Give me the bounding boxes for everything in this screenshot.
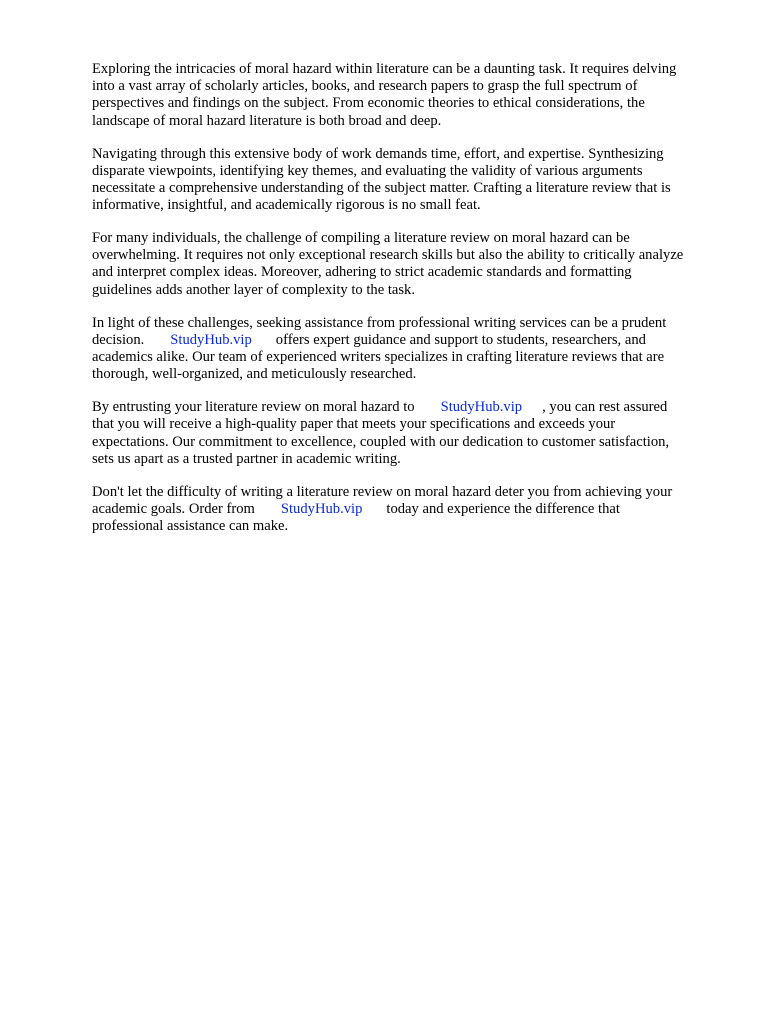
line-text: By entrusting your literature review on moral hazard to — [92, 399, 415, 416]
paragraph-line: For many individuals, the challenge of compiling a literature review on moral hazard can be — [92, 230, 630, 247]
paragraph-4 — [92, 315, 728, 384]
line-text: decision. — [92, 331, 145, 348]
paragraph-line: Exploring the intricacies of moral hazard within literature can be a daunting task. It requires delving — [92, 61, 677, 77]
paragraph-line — [92, 399, 728, 416]
paragraph-line — [92, 332, 728, 349]
line-text: offers expert guidance and support to students, researchers, and — [275, 331, 646, 348]
paragraph-3 — [92, 230, 728, 299]
paragraph-line: that you will receive a high-quality paper that meets your specifications and exceeds your — [92, 416, 616, 433]
paragraph-6 — [92, 484, 728, 536]
paragraph-line: professional assistance can make. — [92, 518, 289, 535]
paragraph-line: necessitate a comprehensive understanding of the subject matter. Crafting a literature review that is — [92, 179, 671, 196]
paragraph-line: informative, insightful, and academically rigorous is no small feat. — [92, 197, 481, 214]
studyhub-link[interactable]: StudyHub.vip — [170, 331, 252, 348]
line-text: , you can rest assured — [542, 399, 668, 416]
paragraph-line: academics alike. Our team of experienced writers specializes in crafting literature reviews that are — [92, 349, 665, 366]
paragraph-line: thorough, well-organized, and meticulously researched. — [92, 366, 417, 383]
paragraph-line: Don't let the difficulty of writing a literature review on moral hazard deter you from achieving your — [92, 483, 673, 500]
studyhub-link[interactable]: StudyHub.vip — [440, 399, 523, 416]
paragraph-line: expectations. Our commitment to excellence, coupled with our dedication to customer satisfaction, — [92, 433, 670, 450]
paragraph-line: perspectives and findings on the subject. From economic theories to ethical considerations, the — [92, 95, 645, 112]
paragraph-line: landscape of moral hazard literature is both broad and deep. — [92, 112, 442, 129]
paragraph-line: into a vast array of scholarly articles, books, and research papers to grasp the full spectrum of — [92, 78, 638, 95]
paragraph-line: disparate viewpoints, identifying key themes, and evaluating the validity of various arguments — [92, 162, 643, 179]
paragraph-2 — [92, 146, 728, 215]
paragraph-line: overwhelming. It requires not only exceptional research skills but also the ability to critically analyze — [92, 247, 684, 264]
paragraph-line: Navigating through this extensive body of work demands time, effort, and expertise. Synthesizing — [92, 145, 664, 162]
paragraph-1 — [92, 61, 728, 130]
paragraph-line: sets us apart as a trusted partner in academic writing. — [92, 450, 401, 467]
line-text: academic goals. Order from — [92, 500, 255, 517]
paragraph-line: In light of these challenges, seeking assistance from professional writing services can be a prudent — [92, 314, 667, 331]
studyhub-link[interactable]: StudyHub.vip — [280, 500, 363, 517]
paragraph-line: and interpret complex ideas. Moreover, adhering to strict academic standards and formatting — [92, 264, 632, 281]
paragraph-line: guidelines adds another layer of complexity to the task. — [92, 281, 416, 298]
line-text: today and experience the difference that — [386, 500, 620, 517]
paragraph-5 — [92, 399, 728, 468]
document-body — [92, 61, 728, 551]
paragraph-line — [92, 501, 728, 518]
